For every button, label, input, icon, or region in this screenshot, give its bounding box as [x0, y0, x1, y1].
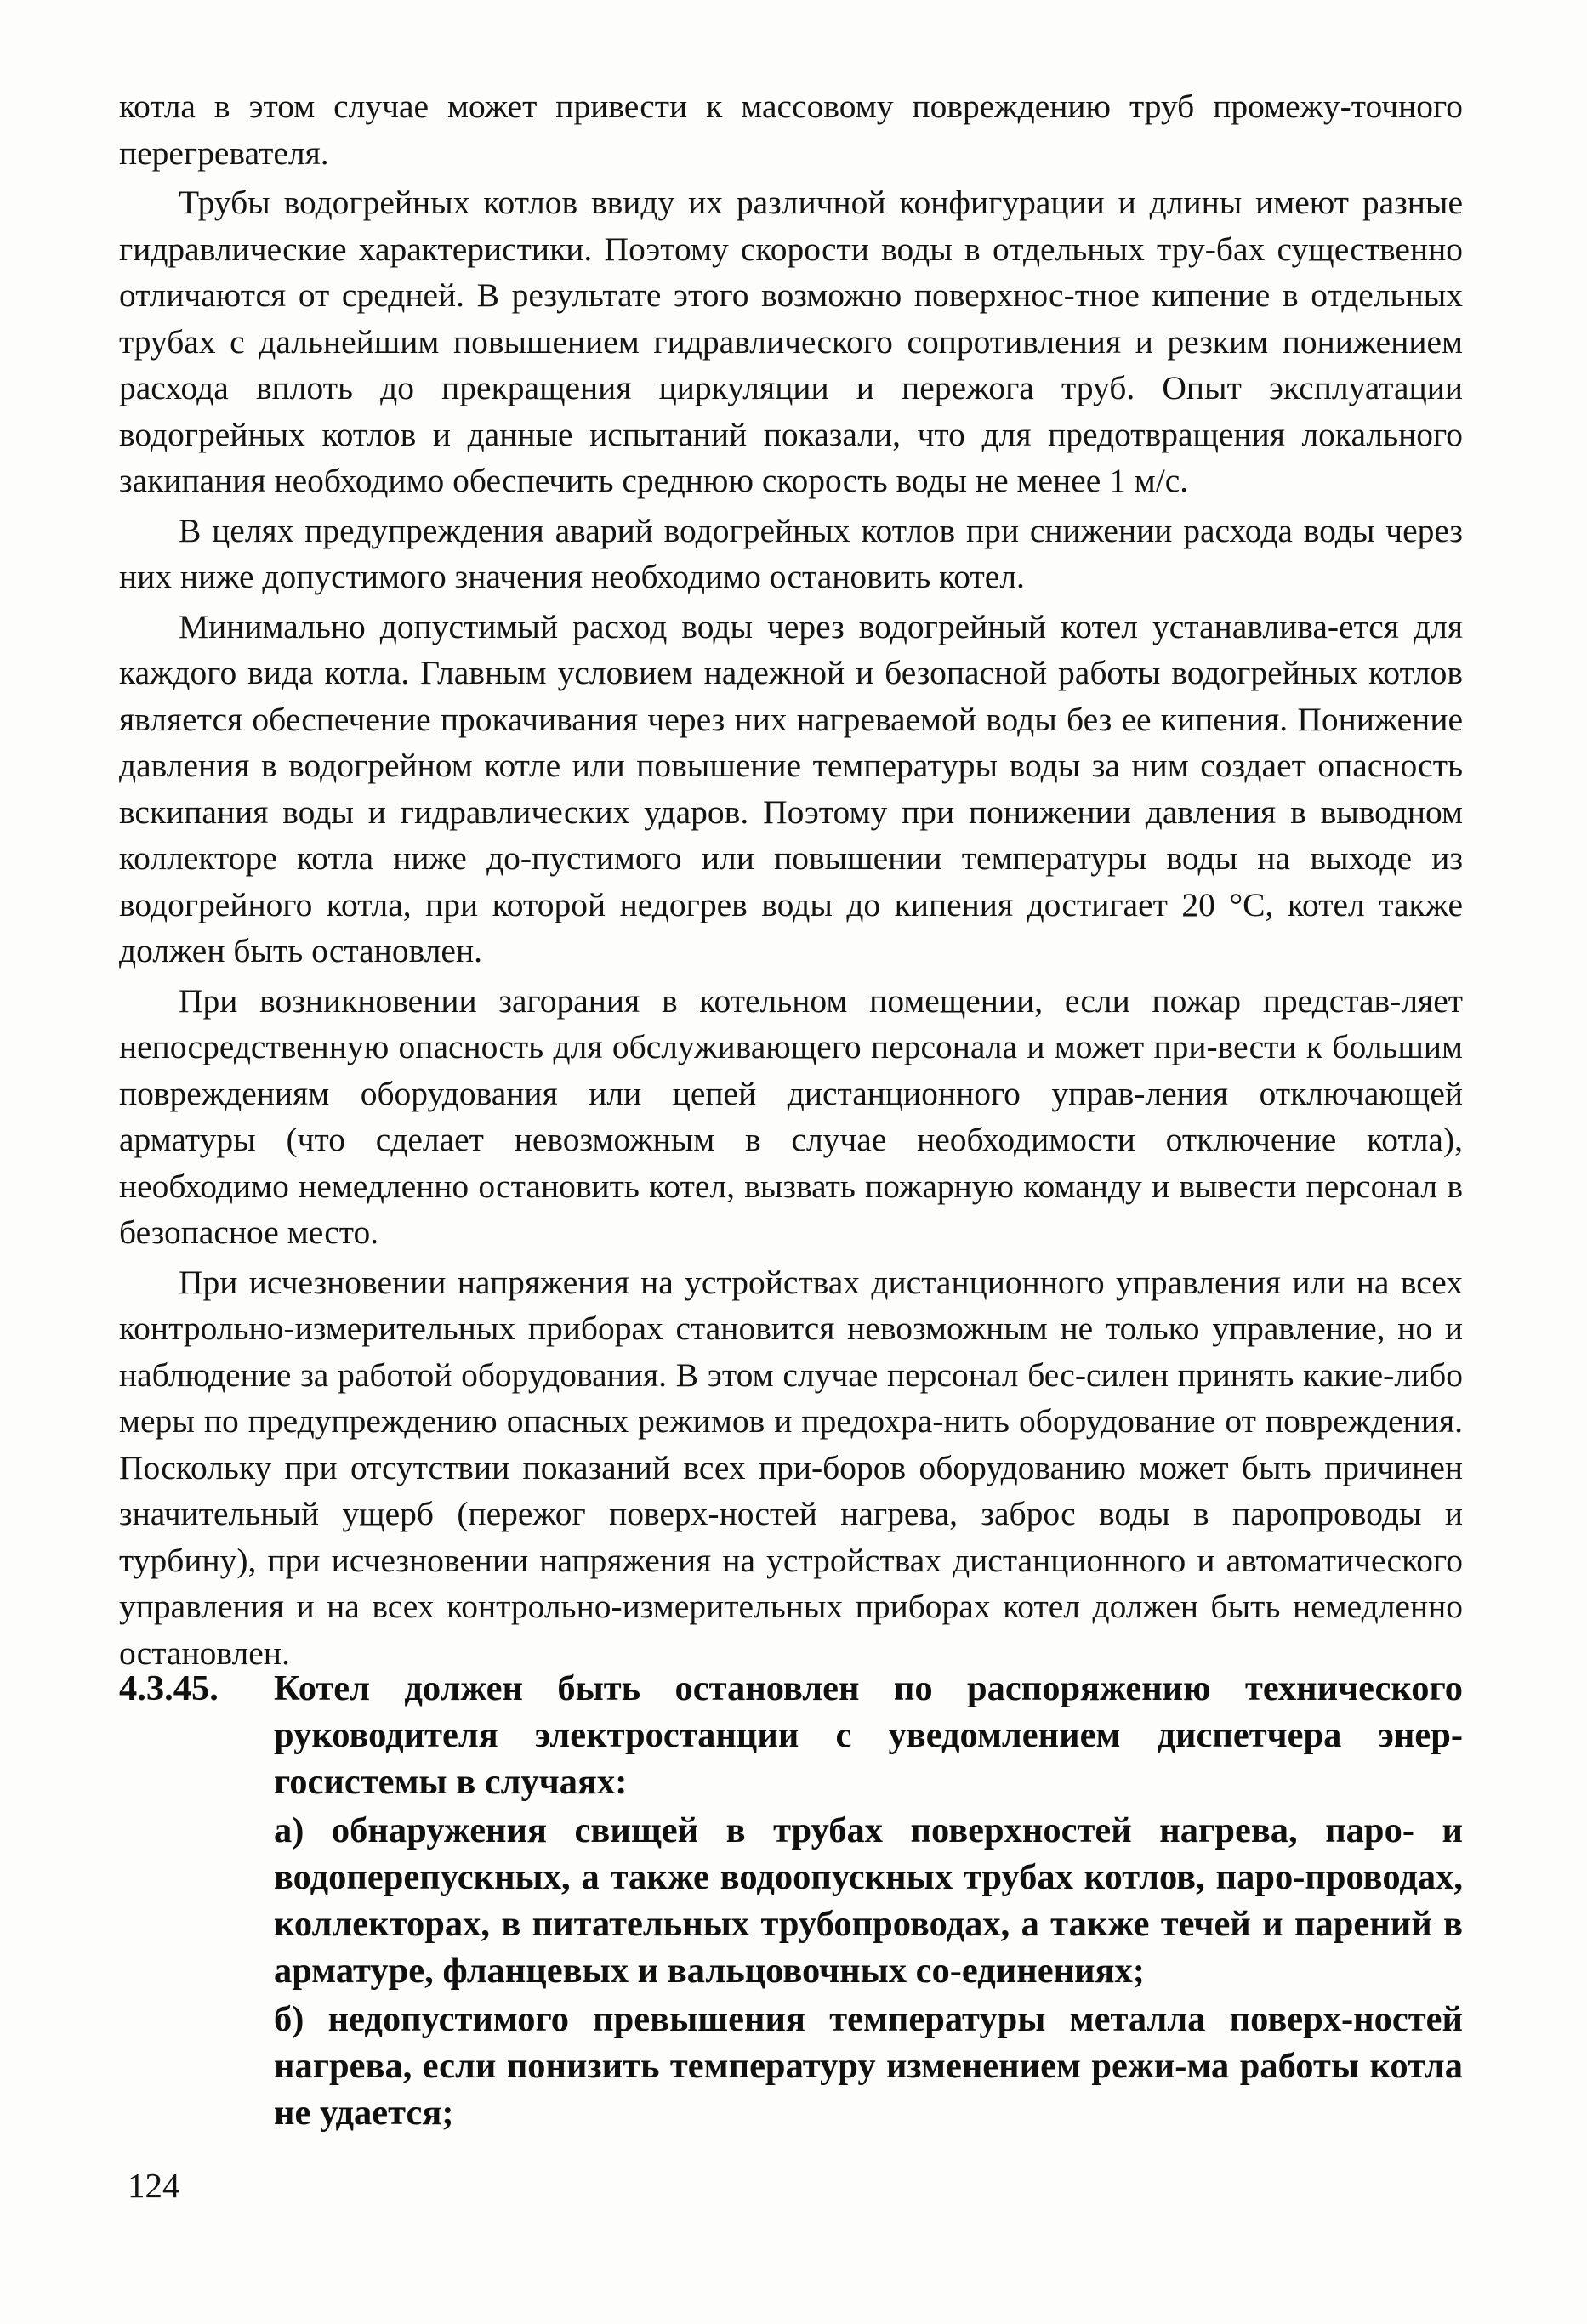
paragraph-accident-prevention: В целях предупреждения аварий водогрейных котлов при снижении расхода воды через них ниже допустимого значения необходимо остановить котел.	[119, 511, 1463, 595]
list-item-a: а) обнаружения свищей в трубах поверхностей нагрева, паро- и водоперепускных, а также водоопускных трубах котлов, паро-проводах, коллекторах, в питательных трубопроводах, а также течей и парений в арматуре, фланцевых и вальцовочных со-единениях;	[274, 1810, 1463, 1991]
body-text	[119, 83, 1463, 1679]
paragraph-continuation: котла в этом случае может привести к массовому повреждению труб промежу-точного перегревателя.	[119, 88, 1463, 172]
section-number: 4.3.45.	[119, 1668, 219, 1708]
paragraph-fire: При возникновении загорания в котельном помещении, если пожар представ-ляет непосредственную опасность для обслуживающего персонала и может при-вести к большим повреждениям оборудования или цепей дистанционного управ-ления отключающей арматуры (что сделает невозможным в случае необходимости отключение котла), необходимо немедленно остановить котел, вызвать пожарную команду и вывести персонал в безопасное место.	[119, 981, 1463, 1251]
paragraph-water-boiler-tubes: Трубы водогрейных котлов ввиду их различной конфигурации и длины имеют разные гидравлические характеристики. Поэтому скорости воды в отдельных тру-бах существенно отличаются от средней. В результате этого возможно поверхнос-тное кипение в отдельных трубах с дальнейшим повышением гидравлического сопротивления и резким понижением расхода вплоть до прекращения циркуляции и пережога труб. Опыт эксплуатации водогрейных котлов и данные испытаний показали, что для предотвращения локального закипания необходимо обеспечить среднюю скорость воды не менее 1 м/с.	[119, 184, 1463, 499]
section-body	[274, 1665, 1463, 2138]
list-item-b: б) недопустимого превышения температуры металла поверх-ностей нагрева, если понизить температуру изменением режи-ма работы котла не удается;	[274, 1999, 1463, 2133]
page-number: 124	[128, 2166, 180, 2205]
section-4-3-45	[119, 1665, 1463, 2138]
paragraph-minimum-flow: Минимально допустимый расход воды через водогрейный котел устанавлива-ется для каждого вида котла. Главным условием надежной и безопасной работы водогрейных котлов является обеспечение прокачивания через них нагреваемой воды без ее кипения. Понижение давления в водогрейном котле или повышение температуры воды за ним создает опасность вскипания воды и гидравлических ударов. Поэтому при понижении давления в выводном коллекторе котла ниже до-пустимого или повышении температуры воды на выходе из водогрейного котла, при которой недогрев воды до кипения достигает 20 °С, котел также должен быть остановлен.	[119, 607, 1463, 969]
section-intro: Котел должен быть остановлен по распоряжению технического руководителя электростанции с уведомлением диспетчера энер-госистемы в случаях:	[274, 1668, 1463, 1802]
paragraph-voltage-loss: При исчезновении напряжения на устройствах дистанционного управления или на всех контрольно-измерительных приборах становится невозможным не только управление, но и наблюдение за работой оборудования. В этом случае персонал бес-силен принять какие-либо меры по предупреждению опасных режимов и предохра-нить оборудование от повреждения. Поскольку при отсутствии показаний всех при-боров оборудованию может быть причинен значительный ущерб (пережог поверх-ностей нагрева, заброс воды в паропроводы и турбину), при исчезновении напряжения на устройствах дистанционного и автоматического управления и на всех контрольно-измерительных приборах котел должен быть немедленно остановлен.	[119, 1263, 1463, 1672]
